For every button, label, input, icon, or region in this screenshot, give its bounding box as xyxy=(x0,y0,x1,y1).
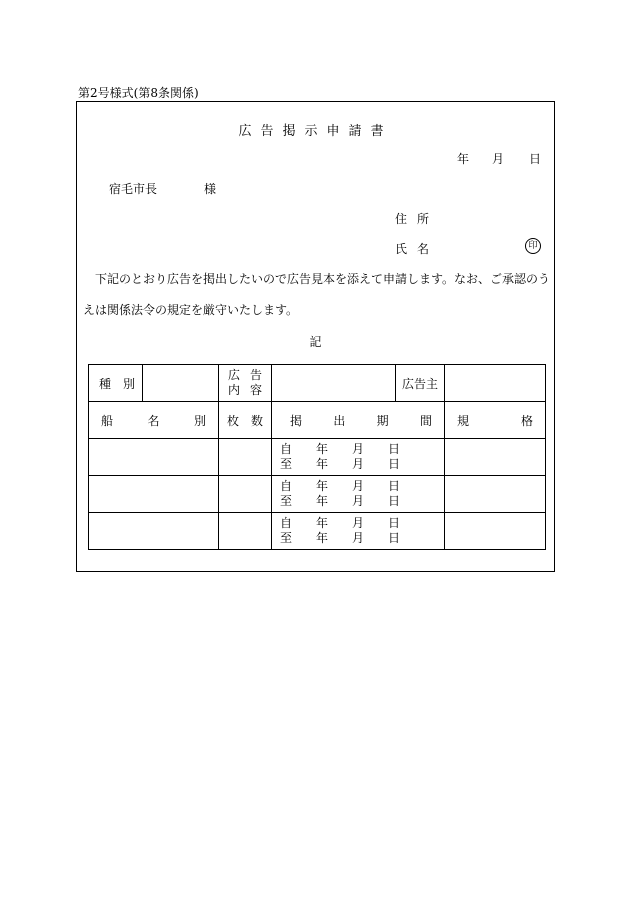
period-from-month: 月 xyxy=(352,442,365,456)
spec-column-header xyxy=(445,402,546,439)
period-to-day: 日 xyxy=(388,531,401,545)
period-from-day: 日 xyxy=(388,516,401,530)
spec-header-char-2: 格 xyxy=(520,413,533,428)
ship-header-char-1: 船 xyxy=(101,413,114,428)
period-header-char-4: 間 xyxy=(419,413,432,428)
ship-cell[interactable] xyxy=(89,513,219,550)
table-row xyxy=(89,513,546,550)
content-label-l1-c1: 広 xyxy=(228,368,241,382)
ship-header-char-3: 別 xyxy=(193,413,206,428)
ship-header-char-2: 名 xyxy=(147,413,160,428)
addressee xyxy=(109,180,217,197)
period-from-year: 年 xyxy=(316,442,329,456)
period-to-label: 至 xyxy=(280,531,293,545)
period-from-day: 日 xyxy=(388,479,401,493)
addressee-honorific: 様 xyxy=(204,182,217,196)
period-to-day: 日 xyxy=(388,457,401,471)
content-value-cell[interactable] xyxy=(272,365,396,402)
spec-cell[interactable] xyxy=(445,476,546,513)
seal-mark: 印 xyxy=(525,238,541,254)
count-cell[interactable] xyxy=(219,439,272,476)
ki-heading: 記 xyxy=(309,335,322,349)
application-form-frame xyxy=(76,101,555,572)
type-label-cell xyxy=(89,365,143,402)
period-to-label: 至 xyxy=(280,457,293,471)
type-label-char-1: 種 xyxy=(99,376,112,391)
spec-cell[interactable] xyxy=(445,513,546,550)
ship-cell[interactable] xyxy=(89,476,219,513)
period-to-day: 日 xyxy=(388,494,401,508)
period-from-label: 自 xyxy=(280,479,293,493)
period-from-label: 自 xyxy=(280,442,293,456)
content-label-cell xyxy=(219,365,272,402)
advertiser-value-cell[interactable] xyxy=(445,365,546,402)
period-cell[interactable] xyxy=(272,439,445,476)
form-title: 広告掲示申請書 xyxy=(238,124,393,139)
period-to-year: 年 xyxy=(316,531,329,545)
period-to-label: 至 xyxy=(280,494,293,508)
period-to-year: 年 xyxy=(316,494,329,508)
table-row xyxy=(89,439,546,476)
count-cell[interactable] xyxy=(219,476,272,513)
type-label-char-2: 別 xyxy=(123,376,136,391)
period-from-year: 年 xyxy=(316,516,329,530)
period-header-char-2: 出 xyxy=(333,413,346,428)
ship-column-header xyxy=(89,402,219,439)
count-column-header xyxy=(219,402,272,439)
period-from-label: 自 xyxy=(280,516,293,530)
count-header-char-1: 枚 xyxy=(227,413,240,428)
period-from-month: 月 xyxy=(352,516,365,530)
period-header-char-1: 掲 xyxy=(290,413,303,428)
period-cell[interactable] xyxy=(272,513,445,550)
period-header-char-3: 期 xyxy=(376,413,389,428)
spec-cell[interactable] xyxy=(445,439,546,476)
name-label: 氏名 xyxy=(395,242,440,256)
period-to-month: 月 xyxy=(352,457,365,471)
table-row xyxy=(89,476,546,513)
advertiser-label-cell: 広告主 xyxy=(396,365,445,402)
content-label-l2-c2: 容 xyxy=(249,383,262,397)
body-text-line-2: えは関係法令の規定を厳守いたします。 xyxy=(83,303,299,317)
ship-cell[interactable] xyxy=(89,439,219,476)
period-to-year: 年 xyxy=(316,457,329,471)
period-from-month: 月 xyxy=(352,479,365,493)
count-cell[interactable] xyxy=(219,513,272,550)
content-label-l1-c2: 告 xyxy=(249,368,262,382)
date-year: 年 xyxy=(457,152,470,166)
period-to-month: 月 xyxy=(352,494,365,508)
date-month: 月 xyxy=(492,152,505,166)
form-number-label: 第2号様式(第8条関係) xyxy=(78,86,199,100)
type-value-cell[interactable] xyxy=(143,365,219,402)
address-label: 住所 xyxy=(395,212,440,226)
spec-header-char-1: 規 xyxy=(457,413,470,428)
period-to-month: 月 xyxy=(352,531,365,545)
application-table xyxy=(88,364,546,550)
period-cell[interactable] xyxy=(272,476,445,513)
count-header-char-2: 数 xyxy=(250,413,263,428)
period-column-header xyxy=(272,402,445,439)
addressee-name: 宿毛市長 xyxy=(109,182,158,196)
content-label-l2-c1: 内 xyxy=(228,383,241,397)
date-day: 日 xyxy=(529,152,542,166)
period-from-year: 年 xyxy=(316,479,329,493)
period-from-day: 日 xyxy=(388,442,401,456)
body-text-line-1: 下記のとおり広告を掲出したいので広告見本を添えて申請します。なお、ご承認のう xyxy=(95,272,551,286)
